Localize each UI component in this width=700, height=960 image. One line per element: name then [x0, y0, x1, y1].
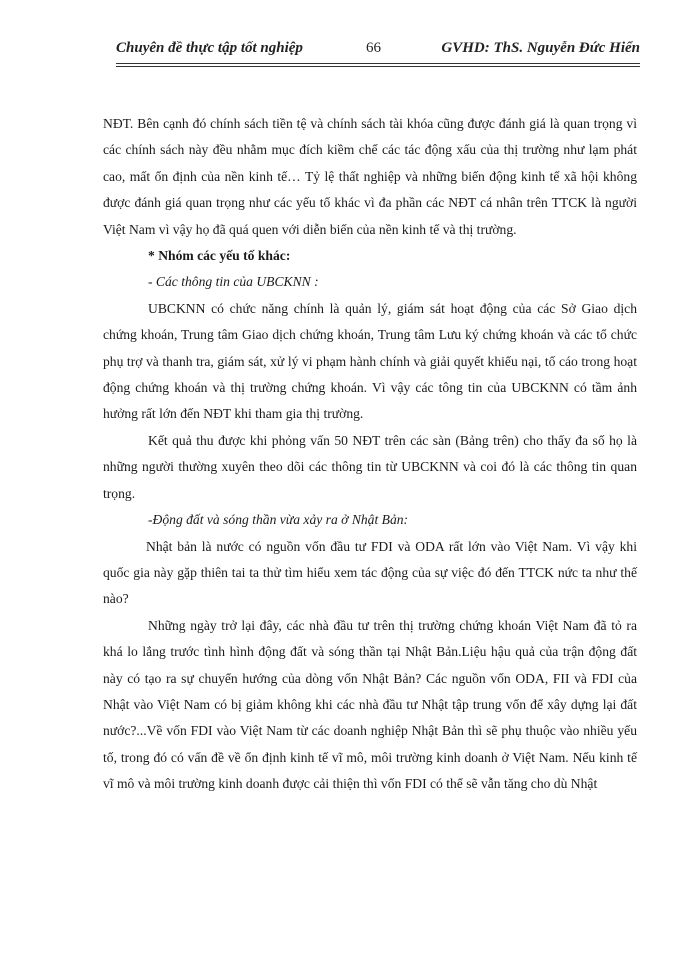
subheading-ubcknn-info: - Các thông tin của UBCKNN : — [148, 274, 319, 290]
paragraph-survey-result: Kết quả thu được khi phỏng vấn 50 NĐT trên các sàn (Bảng trên) cho thấy đa số họ là những người thường xuyên theo dõi các thông tin từ UBCKNN và coi đó là các thông tin quan trọng. — [103, 432, 637, 501]
subheading-japan-earthquake: -Động đất và sóng thần vừa xảy ra ở Nhật Bản: — [148, 512, 409, 528]
header-document-title: Chuyên đề thực tập tốt nghiệp — [116, 40, 303, 56]
paragraph-japan-capital: Nhật bản là nước có nguồn vốn đầu tư FDI và ODA rất lớn vào Việt Nam. Vì vậy khi quốc gia này gặp thiên tai ta thử tìm hiểu xem tác động của sự việc đó đến TTCK nức ta như thế nào? — [103, 538, 637, 607]
page-body — [103, 111, 637, 798]
paragraph-ubcknn-role: UBCKNN có chức năng chính là quản lý, giám sát hoạt động của các Sở Giao dịch chứng khoán, Trung tâm Giao dịch chứng khoán, Trung tâm Lưu ký chứng khoán và các tổ chức phụ trợ và thanh tra, giám sát, xử lý vi phạm hành chính và giải quyết khiếu nại, tố cáo trong hoạt động chứng khoán và thị trường chứng khoán. Vì vậy các tông tin của UBCKNN có tầm ảnh hưởng rất lớn đến NĐT khi tham gia thị trường. — [103, 300, 637, 422]
header-page-number: 66 — [366, 40, 381, 56]
section-heading-other-factors: * Nhóm các yếu tố khác: — [148, 248, 291, 264]
header-supervisor: GVHD: ThS. Nguyễn Đức Hiển — [441, 40, 640, 56]
header-rule-thin — [116, 63, 640, 64]
paragraph-investor-concern: Những ngày trở lại đây, các nhà đầu tư trên thị trường chứng khoán Việt Nam đã tỏ ra khá lo lắng trước tình hình động đất và sóng thần tại Nhật Bản.Liệu hậu quả của trận động đất này có tạo ra sự chuyển hướng của dòng vốn Nhật Bản? Các nguồn vốn ODA, FII và FDI của Nhật vào Việt Nam có bị giảm không khi các nhà đầu tư Nhật tập trung vốn để xây dựng lại đất nước?...Về vốn FDI vào Việt Nam từ các doanh nghiệp Nhật Bản thì sẽ phụ thuộc vào nhiều yếu tố, trong đó có vấn đề về ổn định kinh tế vĩ mô, môi trường kinh doanh ở Việt Nam. Nếu kinh tế vĩ mô và môi trường kinh doanh được cải thiện thì vốn FDI có thể sẽ vẫn tăng cho dù Nhật — [103, 617, 637, 792]
paragraph-policy: NĐT. Bên cạnh đó chính sách tiền tệ và chính sách tài khóa cũng được đánh giá là quan trọng vì các chính sách này đều nhằm mục đích kiềm chế các tác động xấu của thị trường như lạm phát cao, mất ổn định của nền kinh tế… Tỷ lệ thất nghiệp và những biến động kinh tế xã hội không được đánh giá quan trọng như các yếu tố khác vì đa phần các NĐT cá nhân trên TTCK là người Việt Nam vì vậy họ đã quá quen với diễn biến của nền kinh tế và thị trường. — [103, 116, 637, 237]
header-rule-thick — [116, 66, 640, 67]
